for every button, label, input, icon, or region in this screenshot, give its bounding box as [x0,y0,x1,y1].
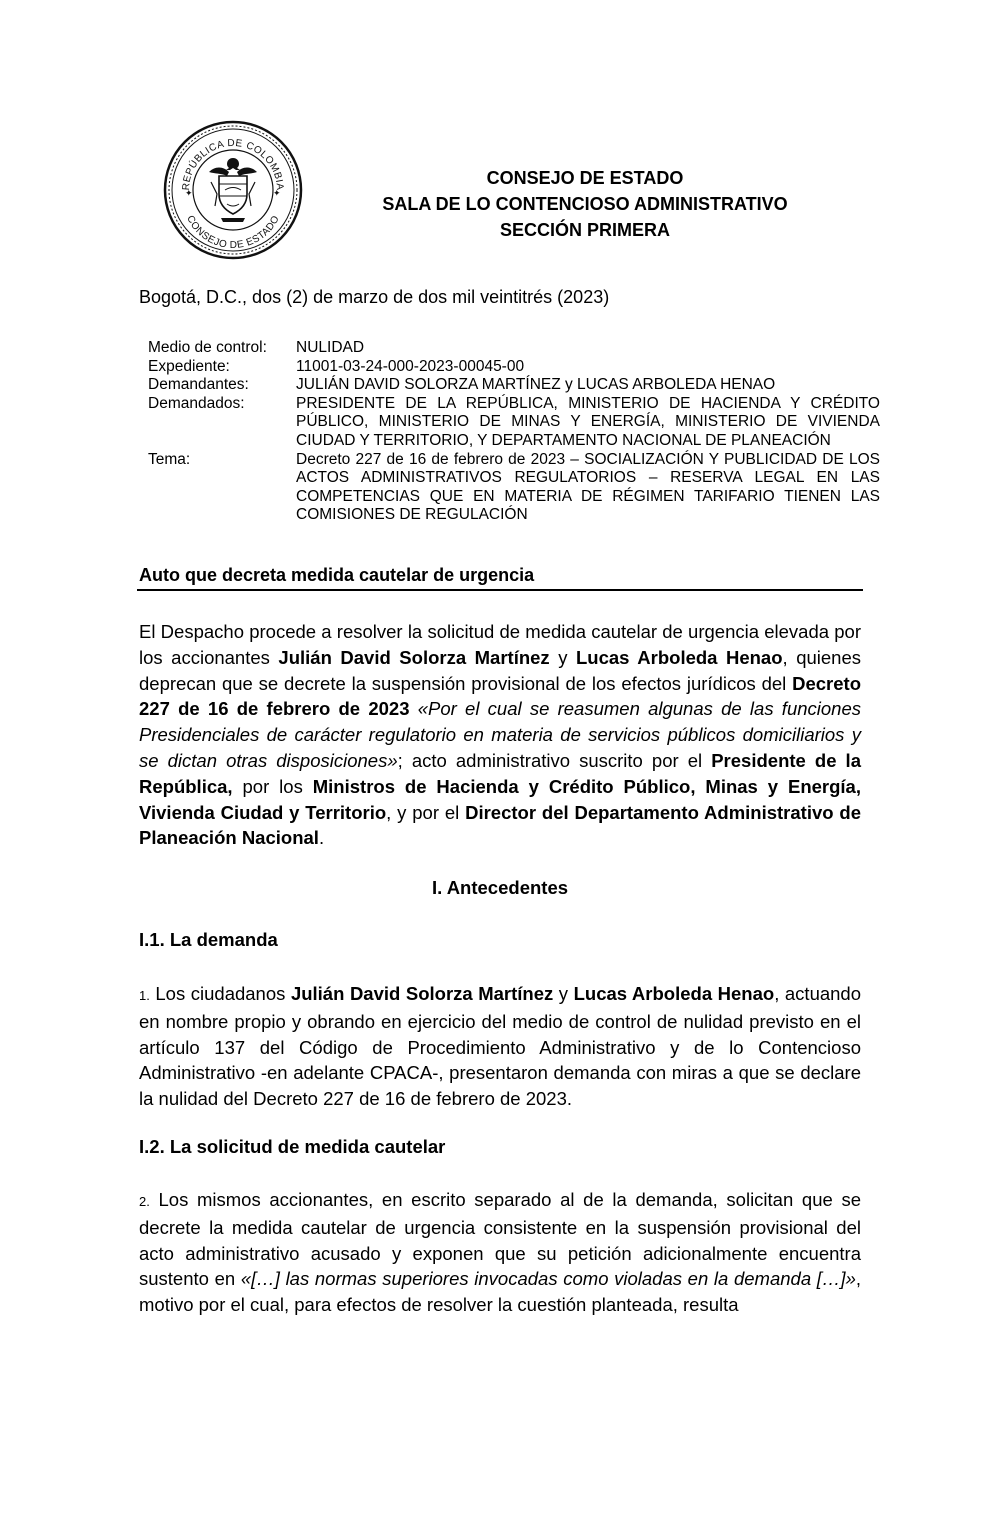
case-metadata [148,339,880,525]
svg-text:✦: ✦ [273,189,281,199]
subheading-demanda: I.1. La demanda [139,929,278,950]
court-header [330,165,840,243]
paragraph-2: 2. Los mismos accionantes, en escrito separado al de la demanda, solicitan que se decrete la medida cautelar de urgencia consistente en la suspensión provisional del acto administrativo acusado y exponen que su petición adicionalmente encuentra sustento en «[…] las normas superiores invocadas como violadas en la demanda […]», motivo por el cual, para efectos de resolver la cuestión planteada, resulta [139,1189,861,1316]
court-section: SECCIÓN PRIMERA [499,220,670,240]
meta-value: 11001-03-24-000-2023-00045-00 [296,357,525,375]
meta-label: Medio de control: [148,339,267,356]
title-underline [137,589,863,591]
court-chamber: SALA DE LO CONTENCIOSO ADMINISTRATIVO [382,194,788,214]
meta-value: JULIÁN DAVID SOLORZA MARTÍNEZ y LUCAS ARBOLEDA HENAO [296,376,776,394]
meta-value: NULIDAD [296,339,365,356]
meta-value: Decreto 227 de 16 de febrero de 2023 – SOCIALIZACIÓN Y PUBLICIDAD DE LOS ACTOS ADMINISTRATIVOS REGULATORIOS – RESERVA LEGAL EN LAS COMPETENCIAS QUE EN MATERIA DE RÉGIMEN TARIFARIO TIENEN LAS COMISIONES DE REGULACIÓN [296,450,880,524]
meta-row-control [148,339,880,358]
meta-row-expediente [148,358,880,377]
auto-title: Auto que decreta medida cautelar de urgencia [139,565,535,585]
seal-bottom-text: CONSEJO DE ESTADO [184,213,282,252]
meta-row-tema [148,451,880,525]
section-heading: I. Antecedentes [431,877,569,898]
subheading-medida-cautelar: I.2. La solicitud de medida cautelar [139,1136,446,1157]
meta-row-demandantes [148,376,880,395]
document-date: Bogotá, D.C., dos (2) de marzo de dos mil veintitrés (2023) [139,287,610,307]
meta-label: Demandantes: [148,376,249,394]
meta-label: Demandados: [148,394,245,412]
svg-text:✦: ✦ [185,189,193,199]
meta-row-demandados [148,395,880,451]
court-name: CONSEJO DE ESTADO [486,168,684,188]
paragraph-1: 1. Los ciudadanos Julián David Solorza Martínez y Lucas Arboleda Henao, actuando en nombre propio y obrando en ejercicio del medio de control de nulidad previsto en el artículo 137 del Código de Procedimiento Administrativo y de lo Contencioso Administrativo -en adelante CPACA-, presentaron demanda con miras a que se declare la nulidad del Decreto 227 de 16 de febrero de 2023. [139,983,862,1110]
intro-paragraph: El Despacho procede a resolver la solicitud de medida cautelar de urgencia elevada por los accionantes Julián David Solorza Martínez y Lucas Arboleda Henao, quienes deprecan que se decrete la suspensión provisional de los efectos jurídicos del Decreto 227 de 16 de febrero de 2023 «Por el cual se reasumen algunas de las funciones Presidenciales de carácter regulatorio en materia de servicios públicos domiciliarios y se dictan otras disposiciones»; acto administrativo suscrito por el Presidente de la República, por los Ministros de Hacienda y Crédito Público, Minas y Energía, Vivienda Ciudad y Territorio, y por el Director del Departamento Administrativo de Planeación Nacional. [139,621,861,849]
paragraph-number: 1. [139,988,150,1003]
consejo-de-estado-seal [163,120,303,260]
meta-label: Tema: [148,450,191,468]
paragraph-number: 2. [139,1194,150,1209]
seal-top-text: REPÚBLICA DE COLOMBIA [180,137,286,191]
meta-value: PRESIDENTE DE LA REPÚBLICA, MINISTERIO DE HACIENDA Y CRÉDITO PÚBLICO, MINISTERIO DE MINAS Y ENERGÍA, MINISTERIO DE VIVIENDA CIUDAD Y TERRITORIO, Y DEPARTAMENTO NACIONAL DE PLANEACIÓN [296,394,880,449]
meta-label: Expediente: [148,357,230,375]
